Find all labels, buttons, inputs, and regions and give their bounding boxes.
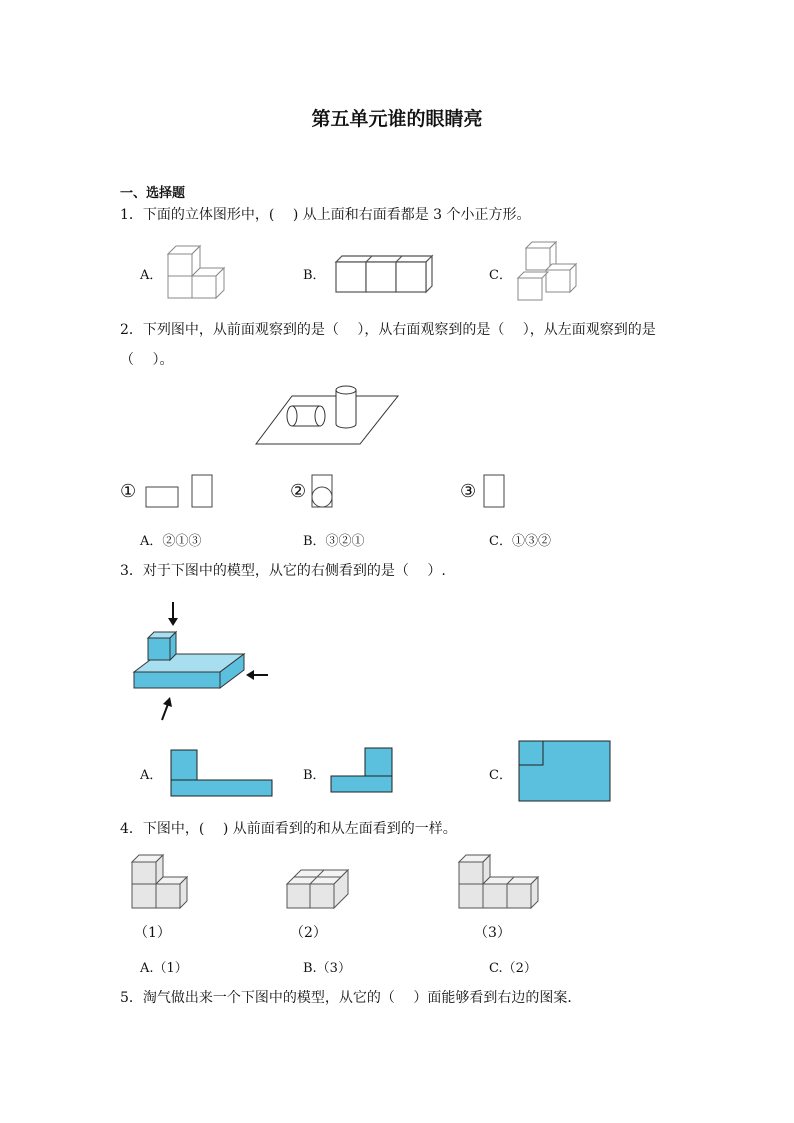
question-3-text: 3．对于下图中的模型，从它的右侧看到的是（ ）. <box>120 563 446 579</box>
q3-option-c-label: C． <box>489 768 512 783</box>
q4-figure-1 <box>131 852 189 910</box>
q1-option-b-label: B． <box>303 268 326 283</box>
q4-figure-label-3: （3） <box>474 925 511 941</box>
q2-view-3-figure <box>482 473 506 509</box>
q2-view-1-figure <box>145 473 215 509</box>
q2-view-label-1: ① <box>120 481 137 502</box>
q3-option-a-figure <box>170 749 274 797</box>
q2-scene-figure <box>254 382 400 446</box>
q1-option-b-figure <box>334 254 434 296</box>
q2-view-2-figure <box>310 473 336 509</box>
question-4-text: 4．下图中，( ) 从前面看到的和从左面看到的一样。 <box>120 821 457 837</box>
q3-option-c-figure <box>518 740 612 802</box>
q1-option-a-label: A． <box>140 268 163 283</box>
question-2-line1: 2．下列图中，从前面观察到的是（ ），从右面观察到的是（ ），从左面观察到的是 <box>120 322 656 338</box>
q1-option-a-figure <box>166 240 226 302</box>
q2-option-a: A．②①③ <box>140 534 202 549</box>
question-5-text: 5．淘气做出来一个下图中的模型，从它的（ ）面能够看到右边的图案． <box>120 990 582 1006</box>
page-title: 第五单元谁的眼睛亮 <box>311 108 483 130</box>
q3-option-a-label: A． <box>140 768 163 783</box>
q2-option-c: C．①③② <box>489 534 551 549</box>
q1-option-c-label: C． <box>489 268 512 283</box>
section-heading: 一、选择题 <box>120 186 186 201</box>
question-1-text: 1．下面的立体图形中，( ) 从上面和右面看都是 3 个小正方形。 <box>120 207 531 223</box>
q3-option-b-figure <box>330 747 394 793</box>
q4-figure-label-1: （1） <box>134 925 171 941</box>
q2-view-label-2: ② <box>290 481 307 502</box>
question-2-line2: （ ）。 <box>120 352 174 368</box>
q4-option-c: C.（2） <box>489 961 537 976</box>
q2-view-label-3: ③ <box>460 481 477 502</box>
q3-option-b-label: B． <box>303 768 326 783</box>
q3-model-figure <box>130 598 270 722</box>
q4-option-b: B.（3） <box>303 961 351 976</box>
q4-figure-2 <box>286 868 350 910</box>
q4-option-a: A.（1） <box>140 961 188 976</box>
q4-figure-3 <box>458 852 538 910</box>
q2-option-b: B．③②① <box>303 534 365 549</box>
q1-option-c-figure <box>516 240 578 302</box>
q4-figure-label-2: （2） <box>290 925 327 941</box>
